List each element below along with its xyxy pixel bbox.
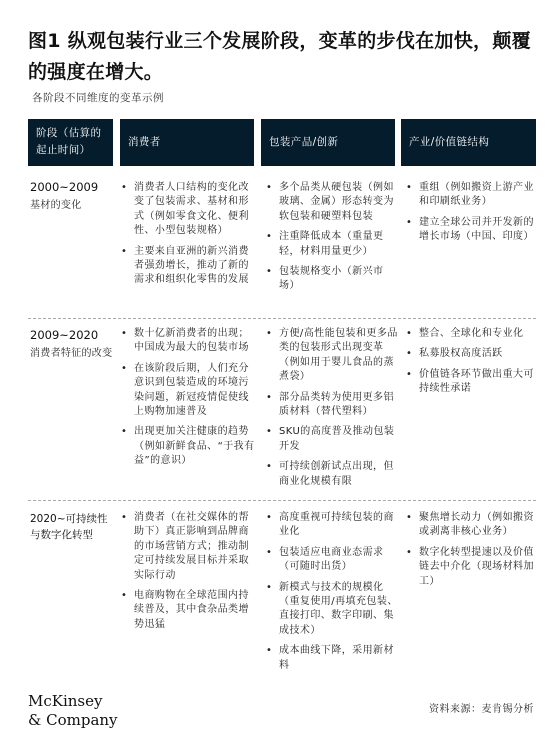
list-item: • 注重降低成本（重量更轻，材料用量更少） — [265, 230, 399, 259]
industry-cell — [405, 327, 539, 403]
packaging-cell — [265, 511, 399, 679]
list-item: • 包装规格变小（新兴市场） — [265, 265, 399, 294]
packaging-cell — [265, 327, 399, 495]
list-item: • 数十亿新消费者的出现；中国成为最大的包装市场 — [120, 327, 256, 356]
list-item: • 部分品类转为使用更多铝质材料（替代塑料） — [265, 391, 399, 420]
list-item: • 聚焦增长动力（例如搬资或剥离非核心业务） — [405, 511, 539, 540]
stage-cell — [30, 327, 114, 361]
list-item: • 可持续创新试点出现，但商业化规模有限 — [265, 460, 399, 489]
list-item: • 包装适应电商业态需求（可随时出货） — [265, 546, 399, 575]
header-consumers: 消费者 — [120, 119, 254, 166]
exhibit-subtitle: 各阶段不同维度的变革示例 — [32, 92, 164, 104]
logo-line-1: McKinsey — [28, 692, 103, 710]
source-note: 资料来源：麦肯锡分析 — [429, 704, 534, 715]
consumers-cell — [120, 327, 256, 475]
list-item: • 方便/高性能包装和更多品类的包装形式出现变革（例如用于婴儿食品的蒸煮袋） — [265, 327, 399, 385]
list-item: • 主要来自亚洲的新兴消费者强劲增长，推动了新的需求和组织化零售的发展 — [120, 245, 256, 288]
exhibit-title: 图1 纵观包装行业三个发展阶段，变革的步伐在加快，颠覆的强度在增大。 — [28, 30, 531, 83]
list-item: • 消费者（在社交媒体的帮助下）真正影响到品牌商的市场营销方式；推动制定可持续发展目标并采取实际行动 — [120, 511, 256, 583]
stage-period: 2020~可持续性与数字化转型 — [30, 513, 108, 541]
list-item: • 整合、全球化和专业化 — [405, 327, 539, 341]
list-item: • 在该阶段后期，人们充分意识到包装造成的环境污染问题，新冠疫情促使线上购物加速普及 — [120, 362, 256, 420]
stage-name: 消费者特征的改变 — [30, 348, 113, 359]
list-item: • 出现更加关注健康的趋势（例如新鲜食品、“于我有益”的意识） — [120, 425, 256, 468]
row-divider — [28, 318, 536, 319]
list-item: • 建立全球公司并开发新的增长市场（中国、印度） — [405, 216, 539, 245]
stage-cell — [30, 179, 114, 213]
consumers-cell — [120, 181, 256, 294]
stage-name: 基材的变化 — [30, 200, 82, 211]
list-item: • 高度重视可持续包装的商业化 — [265, 511, 399, 540]
list-item: • 重组（例如搬资上游产业和印刷纸业务） — [405, 181, 539, 210]
consumers-cell — [120, 511, 256, 638]
packaging-cell — [265, 181, 399, 300]
list-item: • 新模式与技术的规模化（重复使用/再填充包装、直接打印、数字印刷、集成技术） — [265, 581, 399, 639]
row-divider — [28, 500, 536, 501]
logo-line-2: & Company — [28, 711, 118, 729]
list-item: • 多个品类从硬包装（例如玻璃、金属）形态转变为软包装和硬塑料包装 — [265, 181, 399, 224]
header-industry: 产业/价值链结构 — [401, 119, 536, 166]
mckinsey-logo — [28, 692, 118, 730]
list-item: • SKU的高度普及推动包装开发 — [265, 425, 399, 454]
list-item: • 成本曲线下降，采用新材料 — [265, 644, 399, 673]
list-item: • 私募股权高度活跃 — [405, 347, 539, 361]
header-packaging: 包装产品/创新 — [261, 119, 395, 166]
industry-cell — [405, 181, 539, 251]
list-item: • 消费者人口结构的变化改变了包装需求、基材和形式（例如零食文化、便利性、小型包装规格） — [120, 181, 256, 239]
list-item: • 数字化转型提速以及价值链去中介化（现场材料加工） — [405, 546, 539, 589]
header-stage: 阶段（估算的起止时间） — [28, 119, 113, 166]
list-item: • 电商购物在全球范围内持续普及，其中食杂品类增势迅猛 — [120, 589, 256, 632]
stage-period: 2009~2020 — [30, 328, 99, 342]
stage-period: 2000~2009 — [30, 180, 99, 194]
stage-cell — [30, 511, 110, 543]
industry-cell — [405, 511, 539, 595]
list-item: • 价值链各环节做出重大可持续性承诺 — [405, 368, 539, 397]
